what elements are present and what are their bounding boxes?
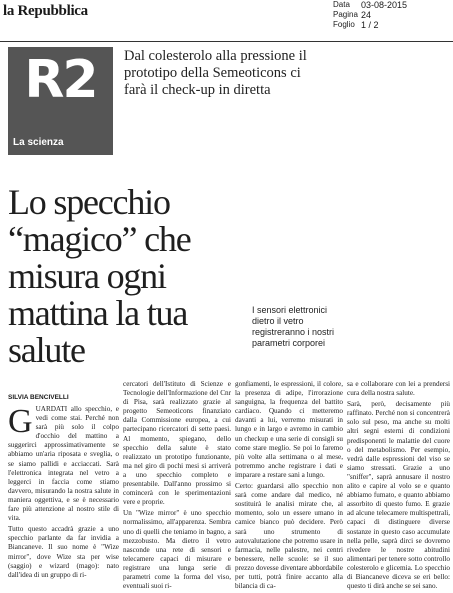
paragraph: Certo: guardarsi allo specchio non sarà come andare dal medico, né sostituirà le analisi mirate che, al momento, solo un essere umano in camice bianco può decidere. Però sarà uno strumento di autovalutazione che potremo usare in farmacia, nelle palestre, nei centri benessere, nelle scuole: se il suo prezzo dovesse diventare abbordabile per tutti, potrà finire accanto alla bilancia di ca- [235, 482, 343, 591]
paragraph: Un "Wize mirror" è uno specchio normalissimo, all'apparenza. Sembra uno di quelli che teniamo in bagno, a mezzobusto. Ma dietro il vetro nasconde una rete di sensori e telecamere capaci di misurare e registrare una lunga serie di parametri come la forma del viso, eventuali suoi ri- [123, 509, 231, 591]
header-rule [0, 41, 453, 42]
section-logo: R2 [24, 50, 97, 110]
meta-value-date: 03-08-2015 [361, 0, 408, 10]
drop-cap: G [8, 403, 33, 440]
article-column-4 [347, 380, 450, 593]
paragraph: Sarà, però, decisamente più raffinato. Perché non si concentrerà solo sul peso, ma anche su molti altri segni esterni di condizioni predisponenti le malattie del cuore o del metabolismo. Per esempio, vedrà dalle espressioni del viso se siamo stressati. Grazie a uno "sniffer", saprà annusare il nostro alito e capire al volo se e quanto abbiamo fumato, e quanto abbiamo assorbito di questo fumo. E grazie ad alcune telecamere multispettrali, capaci di distinguere diverse sostanze in questo caso accumulate nella pelle, saprà dirci se dovremo rivedere le nostre abitudini alimentari per tenere sotto controllo colesterolo e glicemia. Lo specchio di Biancaneve diceva se eri bello: questo ti dirà anche se sei sano. [347, 400, 450, 591]
headline: Lo specchio “magico” che misura ogni mattina la tua salute [8, 182, 191, 370]
paragraph: Tutto questo accadrà grazie a uno specchio parlante da far invidia a Biancaneve. Il suo nome è "Wize mirror", dove Wize sta per wise (saggio) e wizard (mago): nato dall'idea di un gruppo di ri- [8, 525, 119, 579]
paragraph: UARDATI allo specchio, e vedi come stai. Perché non sarà più solo il colpo d'occhio del mattino a suggerirci approssimativamente se abbiamo un'aria riposata e sveglia, o se siamo pallidi e acciaccati. Sarà l'elettronica integrata nel vetro a leggerci in faccia come stiamo davvero, misurando la nostra salute in maniera oggettiva, e se è necessario fare più attenzione al nostro stile di vita. [8, 405, 119, 523]
page-meta [333, 0, 407, 30]
section-name: La scienza [13, 137, 64, 148]
meta-value-page: 24 [361, 10, 372, 20]
meta-label-sheet: Foglio [333, 20, 355, 29]
teaser: Dal colesterolo alla pressione il prototipo della Semeoticons ci farà il check-up in diretta [124, 48, 307, 98]
paragraph: sa e collaborare con lei a prendersi cura della nostra salute. [347, 380, 450, 398]
meta-label-page: Pagina [333, 10, 358, 19]
masthead: la Repubblica [3, 3, 88, 19]
photo-caption: I sensori elettronici dietro il vetro registreranno i nostri parametri corporei [252, 305, 335, 348]
paragraph: cercatori dell'Istituto di Scienze e Tecnologie dell'Informazione del Cnr di Pisa, sarà realizzato grazie al progetto Semeoticons finanziato dalla Commissione europea, a cui partecipano ricercatori di sette paesi. Al momento, spiegano, dello specchio della salute è stato realizzato un prototipo funzionante, ma nel giro di pochi mesi si arriverà a uno specchio completo e presentabile. Dall'anno prossimo si comincerà con le sperimentazioni vere e proprie. [123, 380, 231, 507]
meta-label-date: Data [333, 0, 350, 9]
article-column-2 [123, 380, 231, 593]
meta-value-sheet: 1 / 2 [361, 20, 379, 30]
byline: SILVIA BENCIVELLI [8, 394, 69, 401]
article-column-1 [8, 405, 119, 582]
paragraph: gonfiamenti, le espressioni, il colore, la presenza di adipe, l'irrorazione sanguigna, la frequenza del battito cardiaco. Quando ci metteremo davanti a lui, verremo misurati in lungo e in largo e avremo in cambio un checkup e una serie di consigli su come stare meglio. Se poi lo faremo più volte alla settimana o al mese, potremmo anche registrare i dati e imparare a restare sani a lungo. [235, 380, 343, 479]
article-column-3 [235, 380, 343, 593]
